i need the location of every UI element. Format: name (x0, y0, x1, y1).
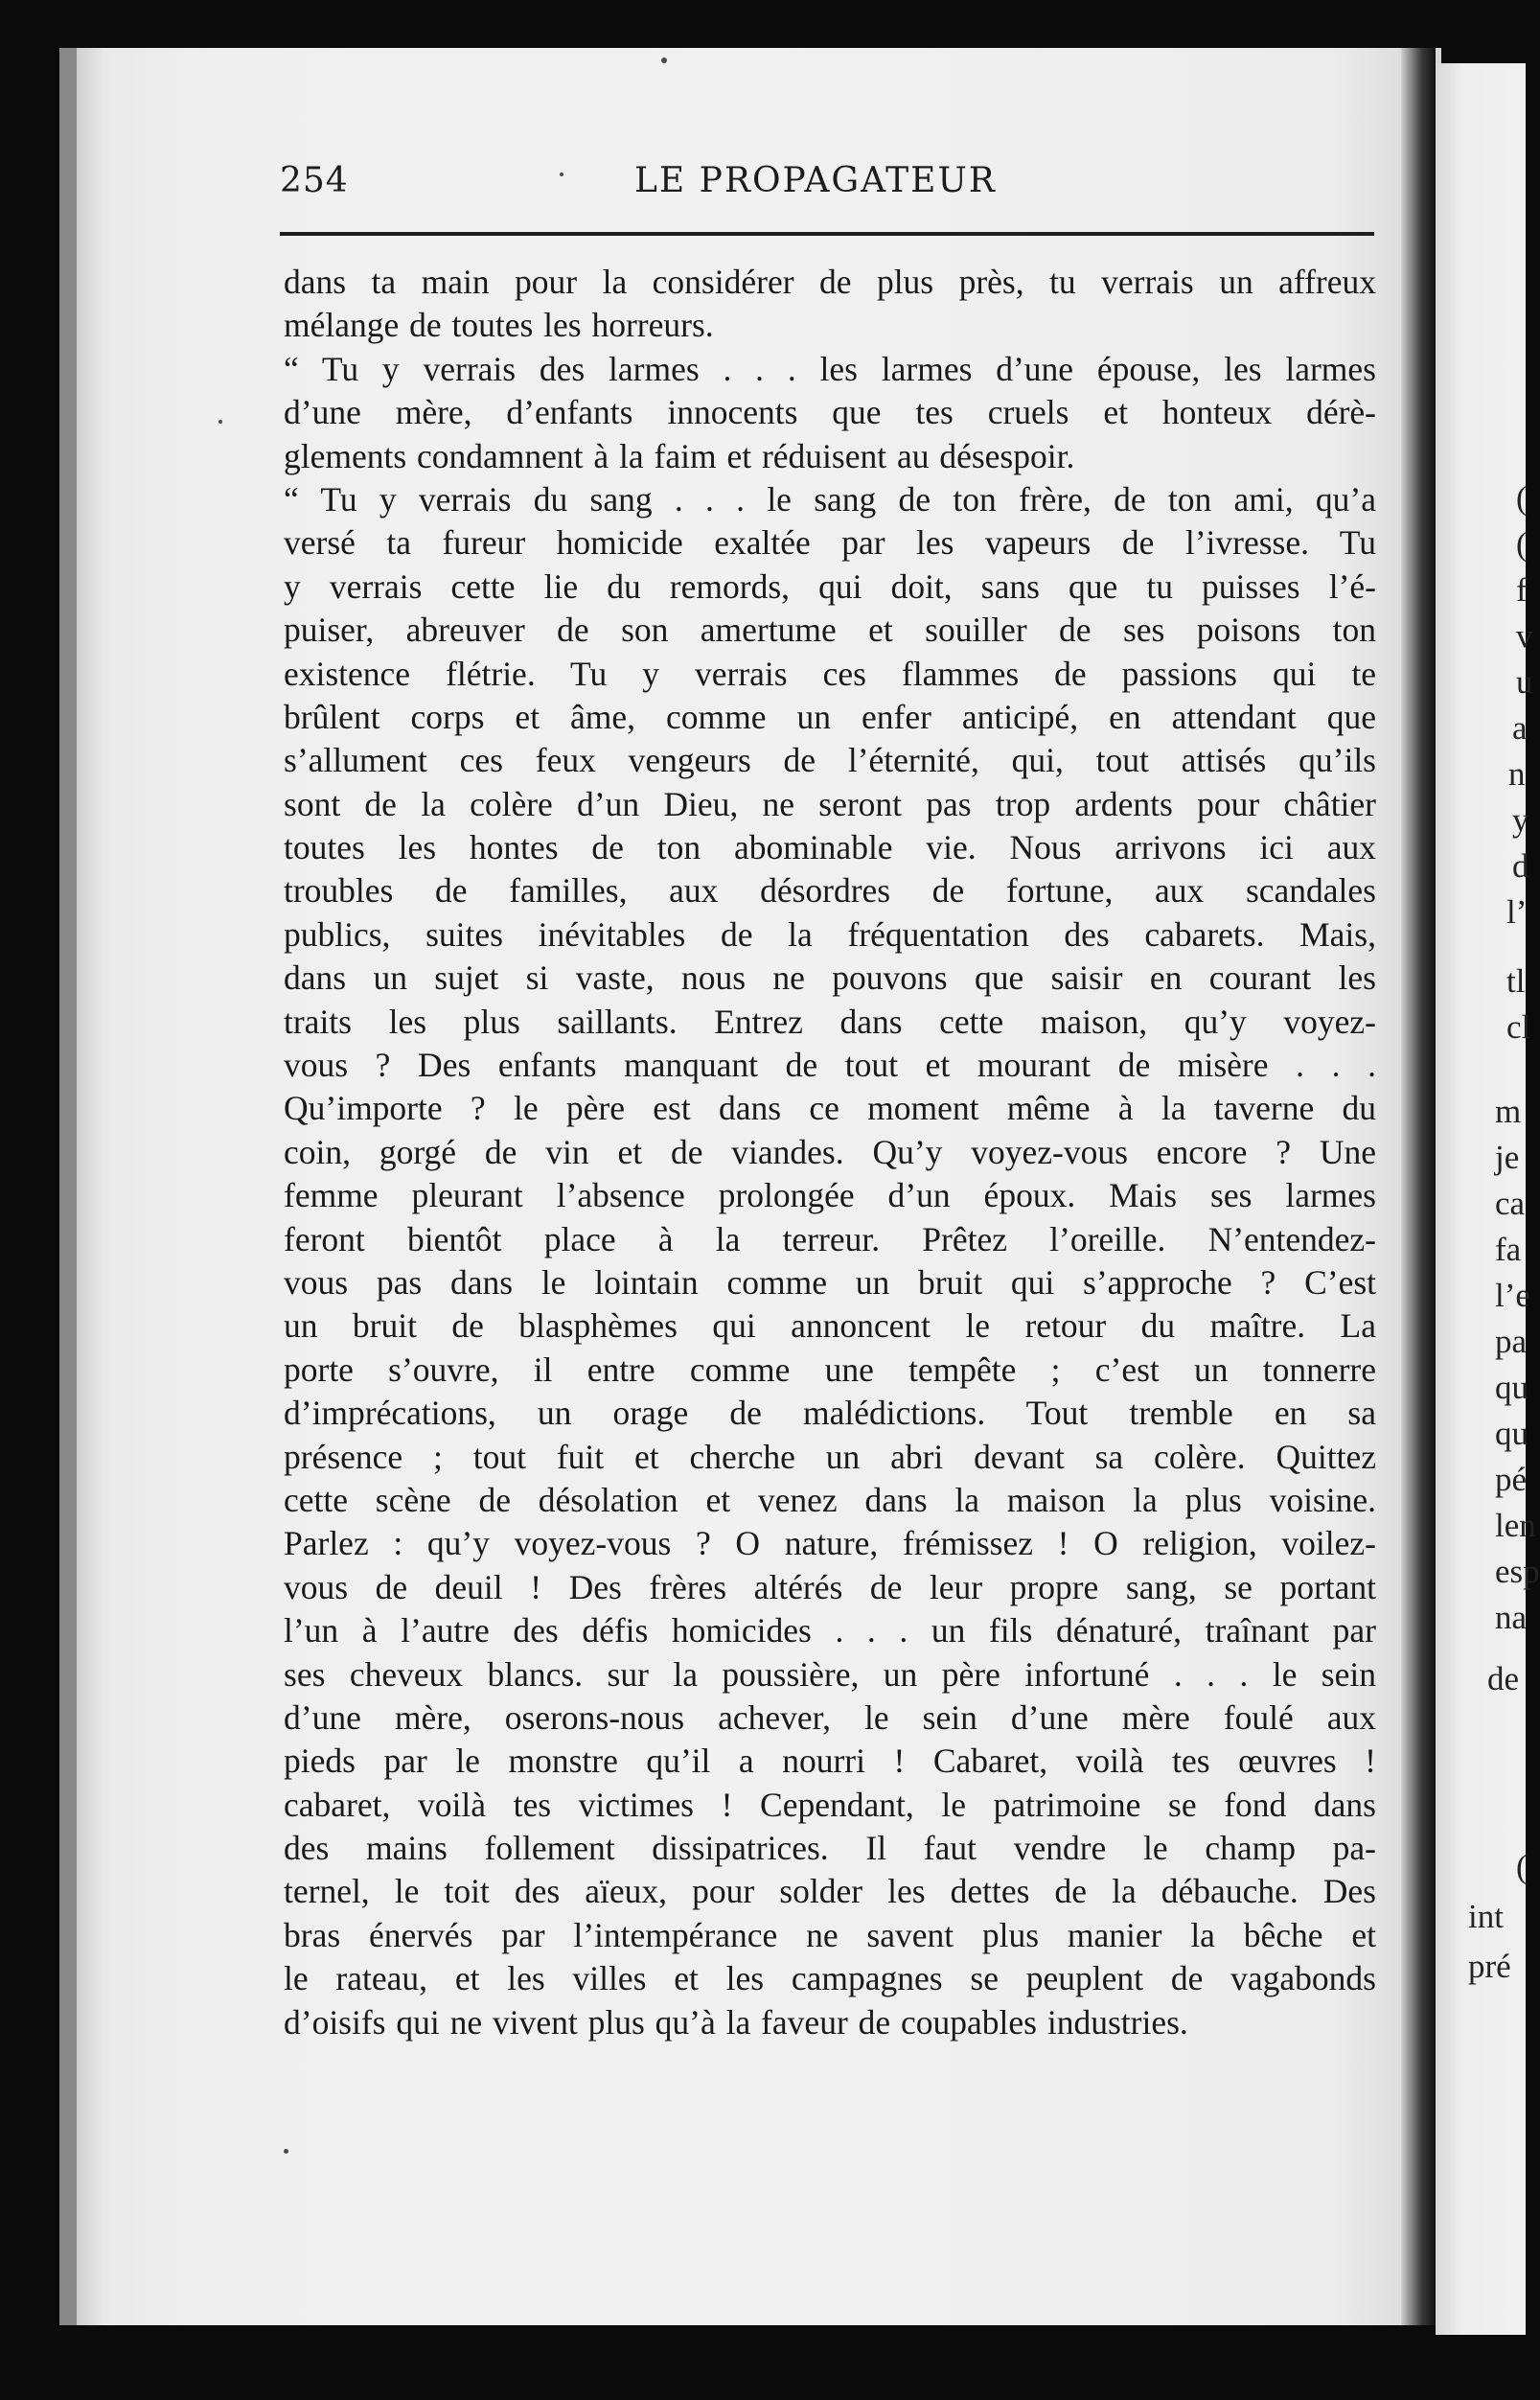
adjacent-page-fragment: u (1516, 663, 1533, 701)
text-line: d’une mère, oserons-nous achever, le sein d’une mère foulé aux (284, 1697, 1376, 1737)
scan-speck (661, 58, 667, 63)
adjacent-page-fragment: fa (1495, 1231, 1522, 1268)
text-line: “ Tu y verrais des larmes . . . les larmes d’une épouse, les larmes (284, 349, 1376, 388)
adjacent-page-fragment: cl (1506, 1008, 1531, 1046)
text-line: ternel, le toit des aïeux, pour solder les dettes de la débauche. Des (284, 1872, 1376, 1911)
adjacent-page-fragment: ca (1495, 1185, 1526, 1222)
text-line: vous ? Des enfants manquant de tout et mourant de misère . . . (284, 1046, 1376, 1085)
page-number: 254 (280, 161, 349, 200)
body-text (284, 261, 1376, 2044)
text-line: versé ta fureur homicide exaltée par les vapeurs de l’ivresse. Tu (284, 523, 1376, 563)
text-line: ses cheveux blancs. sur la poussière, un père infortuné . . . le sein (284, 1654, 1376, 1694)
text-line: pieds par le monstre qu’il a nourri ! Cabaret, voilà tes œuvres ! (284, 1742, 1376, 1781)
text-line: porte s’ouvre, il entre comme une tempête ; c’est un tonnerre (284, 1350, 1376, 1389)
adjacent-page-fragment: d (1512, 847, 1529, 885)
adjacent-page-fragment: je (1495, 1139, 1520, 1176)
text-line: vous pas dans le lointain comme un bruit qui s’approche ? C’est (284, 1262, 1376, 1302)
text-line: des mains follement dissipatrices. Il faut vendre le champ pa- (284, 1829, 1376, 1868)
adjacent-page-fragment: ( (1516, 479, 1528, 517)
text-line: brûlent corps et âme, comme un enfer anticipé, en attendant que (284, 697, 1376, 736)
adjacent-page-fragment: a (1512, 709, 1528, 747)
header-rule (280, 232, 1374, 236)
text-line: dans ta main pour la considérer de plus près, tu verrais un affreux (284, 263, 1376, 301)
adjacent-page-fragment: de (1487, 1660, 1520, 1697)
adjacent-page-fragment: esp (1495, 1553, 1540, 1590)
adjacent-page-fragment: n (1508, 755, 1526, 793)
text-line: s’allument ces feux vengeurs de l’éternité, qui, tout attisés qu’ils (284, 741, 1376, 780)
text-line: glements condamnent à la faim et réduisent au désespoir. (284, 436, 1075, 475)
scan-speck (218, 420, 222, 424)
page-header (280, 161, 1374, 215)
adjacent-page-fragment: tl (1506, 962, 1526, 1000)
text-line: bras énervés par l’intempérance ne savent plus manier la bêche et (284, 1915, 1376, 1954)
adjacent-page-fragment: l’ (1506, 893, 1528, 931)
text-line: dans un sujet si vaste, nous ne pouvons que saisir en courant les (284, 958, 1376, 998)
adjacent-page-fragment: qu (1495, 1415, 1529, 1452)
text-line: puiser, abreuver de son amertume et souiller de ses poisons ton (284, 611, 1376, 650)
adjacent-page-fragment: ( (1516, 1848, 1528, 1885)
text-line: femme pleurant l’absence prolongée d’un époux. Mais ses larmes (284, 1176, 1376, 1215)
text-line: sont de la colère d’un Dieu, ne seront pas trop ardents pour châtier (284, 784, 1376, 823)
adjacent-page-fragment: m (1495, 1093, 1522, 1130)
text-line: d’imprécations, un orage de malédictions. Tout tremble en sa (284, 1394, 1376, 1433)
adjacent-page-fragment: pa (1495, 1323, 1528, 1360)
adjacent-page-fragment: l’e (1495, 1277, 1530, 1314)
text-line: un bruit de blasphèmes qui annoncent le retour du maître. La (284, 1306, 1376, 1346)
adjacent-page-fragment: pré (1468, 1948, 1511, 1985)
text-line: Parlez : qu’y voyez-vous ? O nature, frémissez ! O religion, voilez- (284, 1524, 1376, 1563)
scan-speck (284, 2149, 288, 2154)
text-line: coin, gorgé de vin et de viandes. Qu’y voyez-vous encore ? Une (284, 1132, 1376, 1171)
text-line: cette scène de désolation et venez dans la maison la plus voisine. (284, 1480, 1376, 1519)
text-line: Qu’importe ? le père est dans ce moment même à la taverne du (284, 1089, 1376, 1128)
adjacent-page-fragment: len (1495, 1507, 1536, 1544)
adjacent-page-fragment: qu (1495, 1369, 1529, 1406)
adjacent-page-fragment: na (1495, 1599, 1528, 1636)
text-line: cabaret, voilà tes victimes ! Cependant, le patrimoine se fond dans (284, 1785, 1376, 1824)
adjacent-page-fragment: int (1468, 1898, 1504, 1935)
text-line: le rateau, et les villes et les campagnes se peuplent de vagabonds (284, 1959, 1376, 1998)
scan-speck (560, 173, 563, 176)
text-line: d’oisifs qui ne vivent plus qu’à la faveur de coupables industries. (284, 2002, 1188, 2042)
running-title: LE PROPAGATEUR (634, 161, 997, 200)
text-line: toutes les hontes de ton abominable vie. Nous arrivons ici aux (284, 828, 1376, 867)
adjacent-page-fragment: f (1516, 571, 1528, 609)
text-line: publics, suites inévitables de la fréquentation des cabarets. Mais, (284, 914, 1376, 954)
page-gutter-shadow (1401, 48, 1436, 2325)
adjacent-page-fragment: ( (1516, 525, 1528, 563)
text-line: existence flétrie. Tu y verrais ces flammes de passions qui te (284, 654, 1376, 693)
text-line: troubles de familles, aux désordres de fortune, aux scandales (284, 871, 1376, 911)
text-line: mélange de toutes les horreurs. (284, 306, 714, 345)
text-line: vous de deuil ! Des frères altérés de leur propre sang, se portant (284, 1567, 1376, 1606)
text-line: d’une mère, d’enfants innocents que tes cruels et honteux dérè- (284, 393, 1376, 432)
adjacent-page-fragment: y (1512, 801, 1529, 839)
text-line: l’un à l’autre des défis homicides . . . un fils dénaturé, traînant par (284, 1611, 1376, 1650)
text-line: présence ; tout fuit et cherche un abri devant sa colère. Quittez (284, 1437, 1376, 1476)
adjacent-page-fragment: v (1516, 617, 1533, 655)
text-line: “ Tu y verrais du sang . . . le sang de ton frère, de ton ami, qu’a (284, 479, 1376, 519)
text-line: traits les plus saillants. Entrez dans cette maison, qu’y voyez- (284, 1002, 1376, 1041)
text-line: feront bientôt place à la terreur. Prêtez l’oreille. N’entendez- (284, 1219, 1376, 1258)
text-line: y verrais cette lie du remords, qui doit, sans que tu puisses l’é- (284, 566, 1376, 606)
adjacent-page-fragment: pé (1495, 1461, 1528, 1498)
